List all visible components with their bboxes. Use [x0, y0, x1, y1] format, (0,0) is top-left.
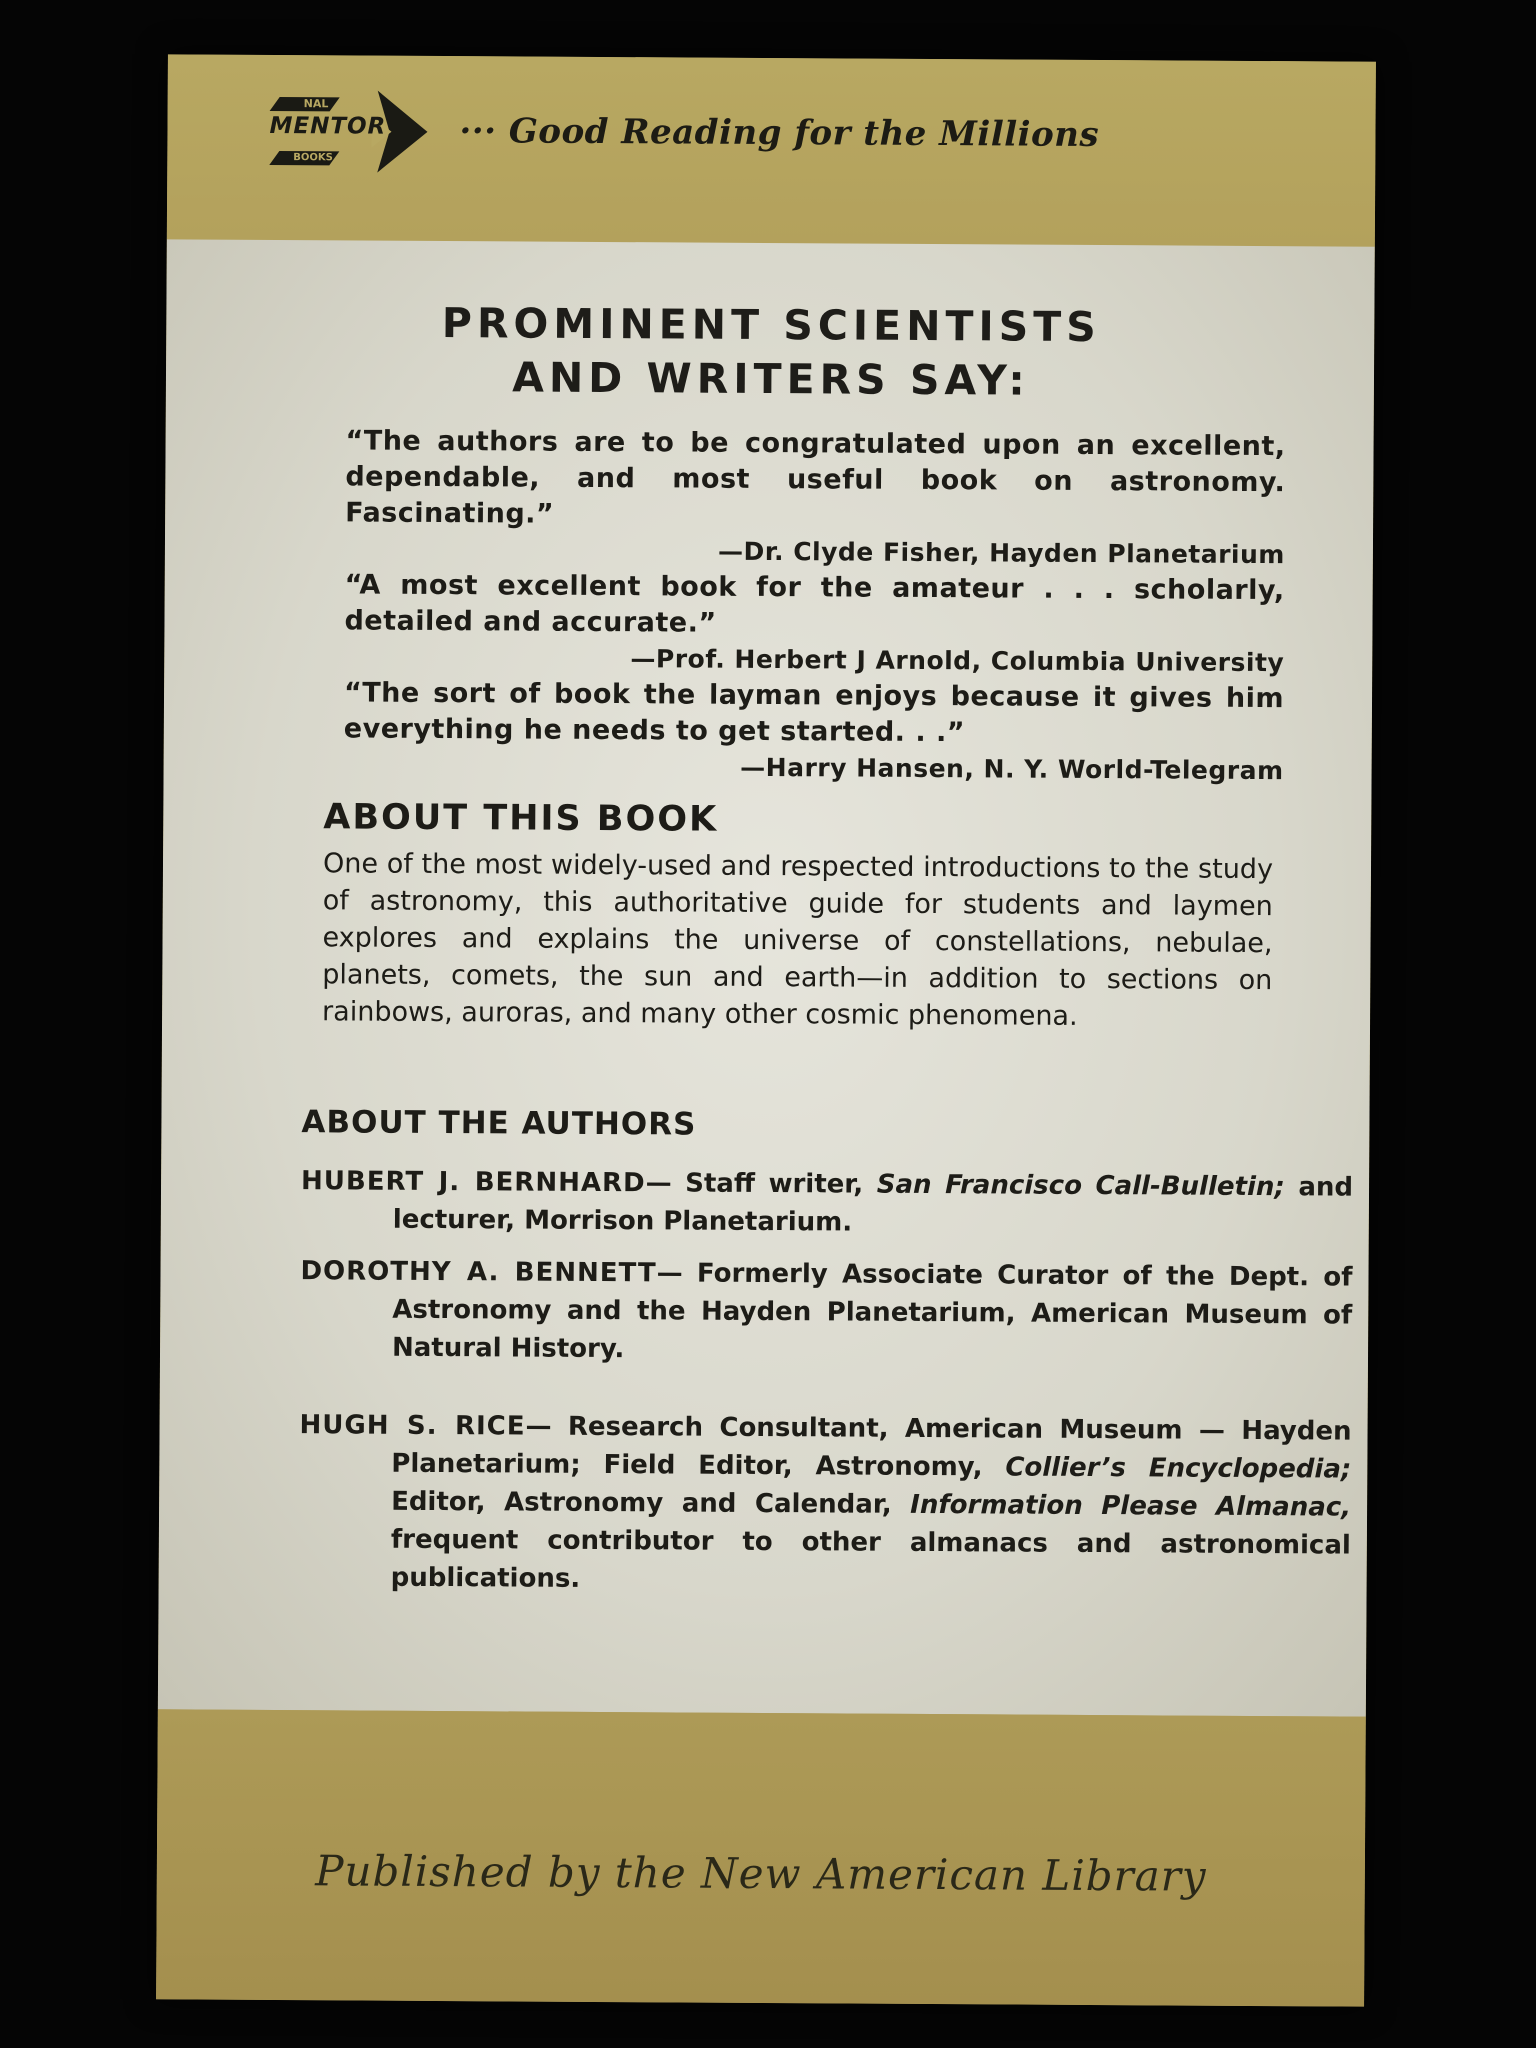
logo-mentor-text: MENTOR: [269, 112, 387, 140]
author-desc-italic: Collier’s Encyclopedia;: [1005, 1452, 1352, 1485]
quote-item: [344, 567, 1285, 681]
quote-item: [344, 675, 1285, 789]
author-desc: and lecturer, Morrison Planetarium.: [392, 1172, 1354, 1238]
quote-attribution: —Harry Hansen, N. Y. World-Telegram: [740, 752, 1284, 786]
content: [218, 295, 1354, 1617]
author-desc: — Formerly Associate Curator of the Dept. of Astronomy and the Hayden Planetarium, American Museum of Natural History.: [391, 1258, 1353, 1365]
author-name: DOROTHY A. BENNETT: [300, 1256, 657, 1289]
author-desc-italic: San Francisco Call-Bulletin;: [876, 1169, 1285, 1203]
author-desc: — Research Consultant, American Museum — Hayden Planetarium; Field Editor, Astronomy,: [391, 1411, 1352, 1483]
headline-line-1: PROMINENT SCIENTISTS: [441, 299, 1101, 352]
logo-books-text: BOOKS: [293, 152, 333, 164]
about-book-title: ABOUT THIS BOOK: [323, 797, 719, 840]
quotes: [324, 423, 1286, 789]
author-entry-bennett: [300, 1252, 1353, 1372]
quote-text: “The sort of book the layman enjoys because it gives him everything he needs to get started. . .”: [343, 677, 1285, 749]
headline: [226, 295, 1317, 410]
about-authors-section: [299, 1104, 1354, 1602]
author-desc: frequent contributor to other almanacs and astronomical publications.: [390, 1524, 1351, 1594]
headline-line-2: AND WRITERS SAY:: [512, 353, 1030, 405]
author-desc: Editor, Astronomy and Calendar,: [391, 1486, 911, 1520]
publisher-line: Published by the New American Library: [315, 1846, 1207, 1901]
quote-item: [345, 423, 1286, 573]
mentor-logo: [267, 85, 397, 166]
about-book-text: One of the most widely-used and respected introductions to the study of astronomy, this authoritative guide for students and laymen explores and explains the universe of constellations, nebulae, planets, comets, the sun and earth—in addition to sections on rainbows, auroras, and many other cosmic phenomena.: [322, 848, 1274, 1032]
top-band: [167, 54, 1376, 246]
book-back-cover: [156, 54, 1376, 2006]
about-authors-title: ABOUT THE AUTHORS: [301, 1104, 697, 1143]
quote-attribution: —Prof. Herbert J Arnold, Columbia University: [630, 644, 1285, 678]
logo-nal-text: NAL: [303, 97, 329, 111]
author-name: HUBERT J. BERNHARD: [300, 1166, 646, 1199]
author-entry-bernhard: [301, 1162, 1353, 1244]
author-desc: — Staff writer,: [645, 1168, 877, 1200]
author-desc-italic: Information Please Almanac,: [910, 1489, 1352, 1523]
quote-attribution: —Dr. Clyde Fisher, Hayden Planetarium: [717, 536, 1286, 570]
quote-text: “A most excellent book for the amateur . . . scholarly, detailed and accurate.”: [344, 569, 1285, 639]
author-name: HUGH S. RICE: [299, 1410, 526, 1442]
tagline: ··· Good Reading for the Millions: [459, 111, 1100, 156]
quote-text: “The authors are to be congratulated upon an excellent, dependable, and most useful book on astronomy. Fascinating.”: [345, 425, 1286, 530]
author-entry-rice: [299, 1406, 1352, 1602]
about-book-section: [312, 797, 1313, 1036]
